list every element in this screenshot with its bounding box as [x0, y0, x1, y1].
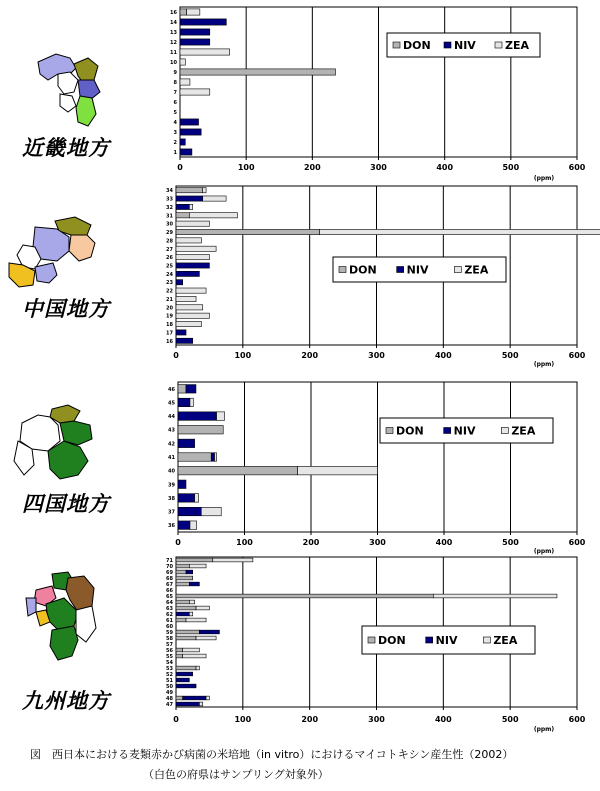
bar-don — [176, 213, 189, 218]
legend-label-don: DON — [349, 263, 377, 277]
y-tick-label: 53 — [166, 666, 173, 672]
y-tick-label: 22 — [166, 288, 173, 295]
x-tick-label: 200 — [303, 163, 321, 172]
legend-label-don: DON — [378, 634, 406, 647]
y-tick-label: 46 — [168, 386, 175, 393]
x-tick-label: 400 — [435, 538, 453, 547]
x-tick-label: 300 — [368, 715, 385, 724]
bar-niv — [178, 480, 186, 488]
bar-zea — [187, 9, 200, 15]
legend-swatch-zea — [483, 637, 490, 643]
bar-zea — [196, 606, 209, 610]
bar-zea — [196, 636, 216, 640]
y-tick-label: 57 — [166, 642, 173, 648]
bar-niv — [178, 494, 195, 502]
x-tick-label: 0 — [177, 163, 183, 172]
y-tick-label: 27 — [166, 246, 173, 253]
bar-niv — [180, 139, 185, 145]
y-tick-label: 56 — [166, 648, 173, 654]
y-tick-label: 68 — [166, 576, 173, 582]
bar-niv — [180, 129, 201, 135]
bar-zea — [176, 255, 209, 260]
x-tick-label: 600 — [568, 538, 586, 547]
x-tick-label: 200 — [301, 715, 319, 724]
bar-zea — [196, 666, 199, 670]
y-tick-label: 67 — [166, 582, 173, 588]
bar-zea — [206, 696, 209, 700]
bar-don — [176, 570, 186, 574]
bar-zea — [199, 702, 202, 706]
x-tick-label: 400 — [434, 715, 452, 724]
bar-don — [176, 696, 183, 700]
bar-niv — [186, 385, 196, 393]
y-tick-label: 51 — [166, 678, 173, 684]
y-tick-label: 31 — [166, 213, 173, 220]
bar-zea — [201, 507, 221, 515]
bar-don — [176, 648, 183, 652]
x-tick-label: 300 — [369, 538, 386, 547]
y-tick-label: 16 — [170, 10, 177, 16]
y-tick-label: 59 — [166, 630, 173, 636]
legend-label-zea: ZEA — [464, 263, 489, 277]
bar-niv — [186, 570, 193, 574]
y-tick-label: 12 — [170, 40, 177, 46]
legend-swatch-niv — [444, 428, 451, 434]
legend-swatch-zea — [454, 267, 461, 273]
bar-zea — [215, 453, 217, 461]
x-tick-label: 0 — [175, 538, 181, 547]
bar-niv — [176, 678, 189, 682]
unit-label: (ppm) — [533, 175, 555, 182]
bar-zea — [180, 79, 190, 85]
y-tick-label: 49 — [166, 690, 173, 696]
bar-don — [180, 69, 335, 75]
bar-zea — [189, 564, 206, 568]
x-tick-label: 300 — [370, 163, 387, 172]
x-tick-label: 100 — [234, 351, 252, 360]
bar-zea — [203, 196, 226, 201]
x-tick-label: 600 — [568, 351, 586, 360]
y-tick-label: 4 — [173, 120, 177, 126]
bar-niv — [183, 696, 206, 700]
bar-don — [176, 576, 193, 580]
bar-zea — [180, 49, 230, 55]
region-title-chugoku: 中国地方 — [22, 296, 110, 321]
bar-zea — [183, 648, 200, 652]
x-tick-label: 300 — [368, 351, 385, 360]
bar-niv — [211, 453, 214, 461]
y-tick-label: 20 — [166, 305, 173, 312]
region-title-shikoku: 四国地方 — [22, 491, 110, 516]
bar-niv — [176, 672, 193, 676]
bar-zea — [298, 466, 378, 474]
y-tick-label: 34 — [166, 188, 173, 195]
y-tick-label: 3 — [173, 130, 177, 136]
legend-swatch-don — [386, 428, 393, 434]
bar-niv — [176, 612, 189, 616]
unit-label: (ppm) — [533, 361, 555, 368]
bar-zea — [180, 59, 185, 65]
bar-zea — [186, 618, 206, 622]
y-tick-label: 16 — [166, 338, 173, 345]
y-tick-label: 64 — [166, 600, 173, 606]
caption-line-1: 図 西日本における麦類赤かび病菌の米培地（in vitro）におけるマイコトキシン産生性（2002） — [30, 748, 514, 761]
legend-label-zea: ZEA — [493, 634, 518, 647]
bar-zea — [320, 229, 600, 234]
y-tick-label: 66 — [166, 588, 173, 594]
y-tick-label: 65 — [166, 594, 173, 600]
bar-niv — [180, 119, 199, 125]
bar-don — [176, 654, 183, 658]
legend-label-zea: ZEA — [505, 39, 530, 52]
y-tick-label: 7 — [173, 90, 177, 96]
y-tick-label: 70 — [166, 564, 173, 570]
bar-niv — [176, 702, 199, 706]
bar-zea — [176, 305, 203, 310]
bar-zea — [176, 238, 201, 243]
y-tick-label: 41 — [168, 455, 175, 461]
bar-zea — [195, 494, 199, 502]
bar-niv — [176, 330, 186, 335]
y-tick-label: 14 — [170, 20, 177, 26]
y-tick-label: 11 — [170, 50, 177, 56]
y-tick-label: 21 — [166, 296, 173, 303]
y-tick-label: 54 — [166, 660, 173, 666]
bar-don — [176, 558, 213, 562]
y-tick-label: 37 — [168, 509, 175, 516]
y-tick-label: 25 — [166, 263, 173, 270]
bar-zea — [190, 398, 193, 406]
y-tick-label: 8 — [173, 80, 177, 86]
legend-swatch-niv — [426, 637, 433, 643]
bar-don — [176, 594, 433, 598]
bar-niv — [178, 412, 217, 420]
x-tick-label: 100 — [236, 538, 253, 547]
bar-zea — [433, 594, 557, 598]
legend-swatch-don — [339, 267, 346, 273]
y-tick-label: 71 — [166, 558, 173, 564]
x-tick-label: 100 — [237, 163, 255, 172]
bar-niv — [176, 338, 193, 343]
y-tick-label: 26 — [166, 255, 173, 262]
y-tick-label: 48 — [166, 696, 173, 702]
y-tick-label: 45 — [168, 400, 175, 407]
bar-niv — [180, 19, 226, 25]
x-tick-label: 200 — [302, 538, 320, 547]
x-tick-label: 500 — [502, 163, 520, 172]
legend-label-zea: ZEA — [511, 424, 536, 438]
bar-zea — [176, 221, 209, 226]
bar-niv — [176, 684, 196, 688]
x-tick-label: 600 — [568, 715, 586, 724]
bar-zea — [189, 213, 237, 218]
bar-don — [176, 636, 196, 640]
bar-zea — [180, 89, 210, 95]
y-tick-label: 23 — [166, 280, 173, 287]
y-tick-label: 55 — [166, 654, 173, 660]
bar-zea — [217, 412, 225, 420]
y-tick-label: 32 — [166, 204, 173, 211]
x-tick-label: 500 — [501, 351, 519, 360]
bar-zea — [183, 654, 206, 658]
x-tick-label: 400 — [436, 163, 454, 172]
bar-zea — [176, 296, 196, 301]
bar-niv — [189, 582, 199, 586]
bar-niv — [178, 398, 190, 406]
legend-label-niv: NIV — [453, 424, 476, 438]
y-tick-label: 17 — [166, 330, 173, 337]
bar-niv — [178, 439, 195, 447]
legend-label-don: DON — [396, 424, 424, 438]
y-tick-label: 69 — [166, 570, 173, 576]
y-tick-label: 19 — [166, 313, 173, 320]
caption-line-2: （白色の府県はサンプリング対象外） — [143, 768, 329, 781]
legend-swatch-zea — [495, 42, 502, 48]
x-tick-label: 500 — [502, 538, 519, 547]
y-tick-label: 9 — [173, 70, 177, 76]
bar-niv — [176, 271, 199, 276]
bar-zea — [176, 321, 201, 326]
x-tick-label: 200 — [301, 351, 319, 360]
x-tick-label: 100 — [234, 715, 252, 724]
bar-don — [180, 9, 187, 15]
x-tick-label: 500 — [501, 715, 519, 724]
y-tick-label: 5 — [173, 110, 177, 116]
bar-zea — [176, 246, 216, 251]
bar-niv — [176, 280, 183, 285]
bar-niv — [176, 204, 189, 209]
unit-label: (ppm) — [533, 726, 555, 733]
bar-don — [178, 385, 186, 393]
y-tick-label: 30 — [166, 221, 173, 228]
bar-niv — [178, 521, 190, 529]
bar-don — [178, 426, 223, 434]
y-tick-label: 60 — [166, 624, 173, 630]
bar-zea — [203, 188, 206, 193]
y-tick-label: 24 — [166, 271, 173, 278]
bar-niv — [176, 196, 203, 201]
region-title-kyushu: 九州地方 — [22, 688, 110, 713]
y-tick-label: 52 — [166, 672, 173, 678]
bar-don — [176, 582, 189, 586]
x-tick-label: 600 — [568, 163, 586, 172]
bar-zea — [189, 612, 192, 616]
bar-zea — [189, 600, 194, 604]
y-tick-label: 13 — [170, 30, 177, 36]
bar-niv — [176, 263, 209, 268]
y-tick-label: 42 — [168, 441, 175, 448]
y-tick-label: 61 — [166, 618, 173, 624]
bar-don — [176, 600, 189, 604]
y-tick-label: 28 — [166, 238, 173, 245]
x-tick-label: 0 — [173, 351, 179, 360]
legend-label-niv: NIV — [454, 39, 476, 52]
legend-label-niv: NIV — [435, 634, 458, 647]
legend-swatch-niv — [397, 267, 404, 273]
y-tick-label: 62 — [166, 612, 173, 618]
y-tick-label: 6 — [173, 100, 177, 106]
bar-don — [178, 453, 211, 461]
bar-zea — [176, 288, 206, 293]
bar-niv — [180, 29, 210, 35]
legend-label-niv: NIV — [406, 263, 429, 277]
y-tick-label: 10 — [170, 60, 177, 66]
bar-don — [176, 666, 196, 670]
y-tick-label: 18 — [166, 322, 173, 329]
y-tick-label: 1 — [173, 150, 177, 156]
bar-don — [176, 188, 203, 193]
legend-swatch-don — [368, 637, 375, 643]
bar-niv — [180, 149, 192, 155]
y-tick-label: 50 — [166, 684, 173, 690]
y-tick-label: 40 — [168, 468, 175, 475]
y-tick-label: 39 — [168, 482, 175, 489]
y-tick-label: 2 — [173, 140, 177, 146]
bar-don — [176, 618, 186, 622]
bar-niv — [180, 39, 210, 45]
bar-niv — [178, 507, 201, 515]
bar-don — [178, 466, 298, 474]
bar-don — [176, 630, 199, 634]
y-tick-label: 36 — [168, 523, 175, 530]
y-tick-label: 47 — [166, 702, 173, 708]
bar-don — [176, 564, 189, 568]
y-tick-label: 43 — [168, 427, 175, 434]
x-tick-label: 0 — [173, 715, 179, 724]
x-tick-label: 400 — [434, 351, 452, 360]
unit-label: (ppm) — [533, 548, 555, 555]
bar-zea — [213, 558, 253, 562]
bar-zea — [189, 204, 192, 209]
y-tick-label: 58 — [166, 636, 173, 642]
legend-swatch-niv — [444, 42, 451, 48]
bar-don — [176, 229, 320, 234]
legend-swatch-don — [393, 42, 400, 48]
figure-caption — [0, 744, 600, 791]
y-tick-label: 63 — [166, 606, 173, 612]
bar-zea — [176, 313, 209, 318]
y-tick-label: 29 — [166, 230, 173, 237]
y-tick-label: 44 — [168, 414, 175, 421]
bar-zea — [190, 521, 197, 529]
legend-swatch-zea — [501, 428, 508, 434]
region-title-kinki: 近畿地方 — [22, 135, 110, 160]
bar-don — [176, 606, 196, 610]
y-tick-label: 38 — [168, 495, 175, 502]
legend-label-don: DON — [403, 39, 431, 52]
y-tick-label: 33 — [166, 196, 173, 203]
bar-niv — [199, 630, 219, 634]
